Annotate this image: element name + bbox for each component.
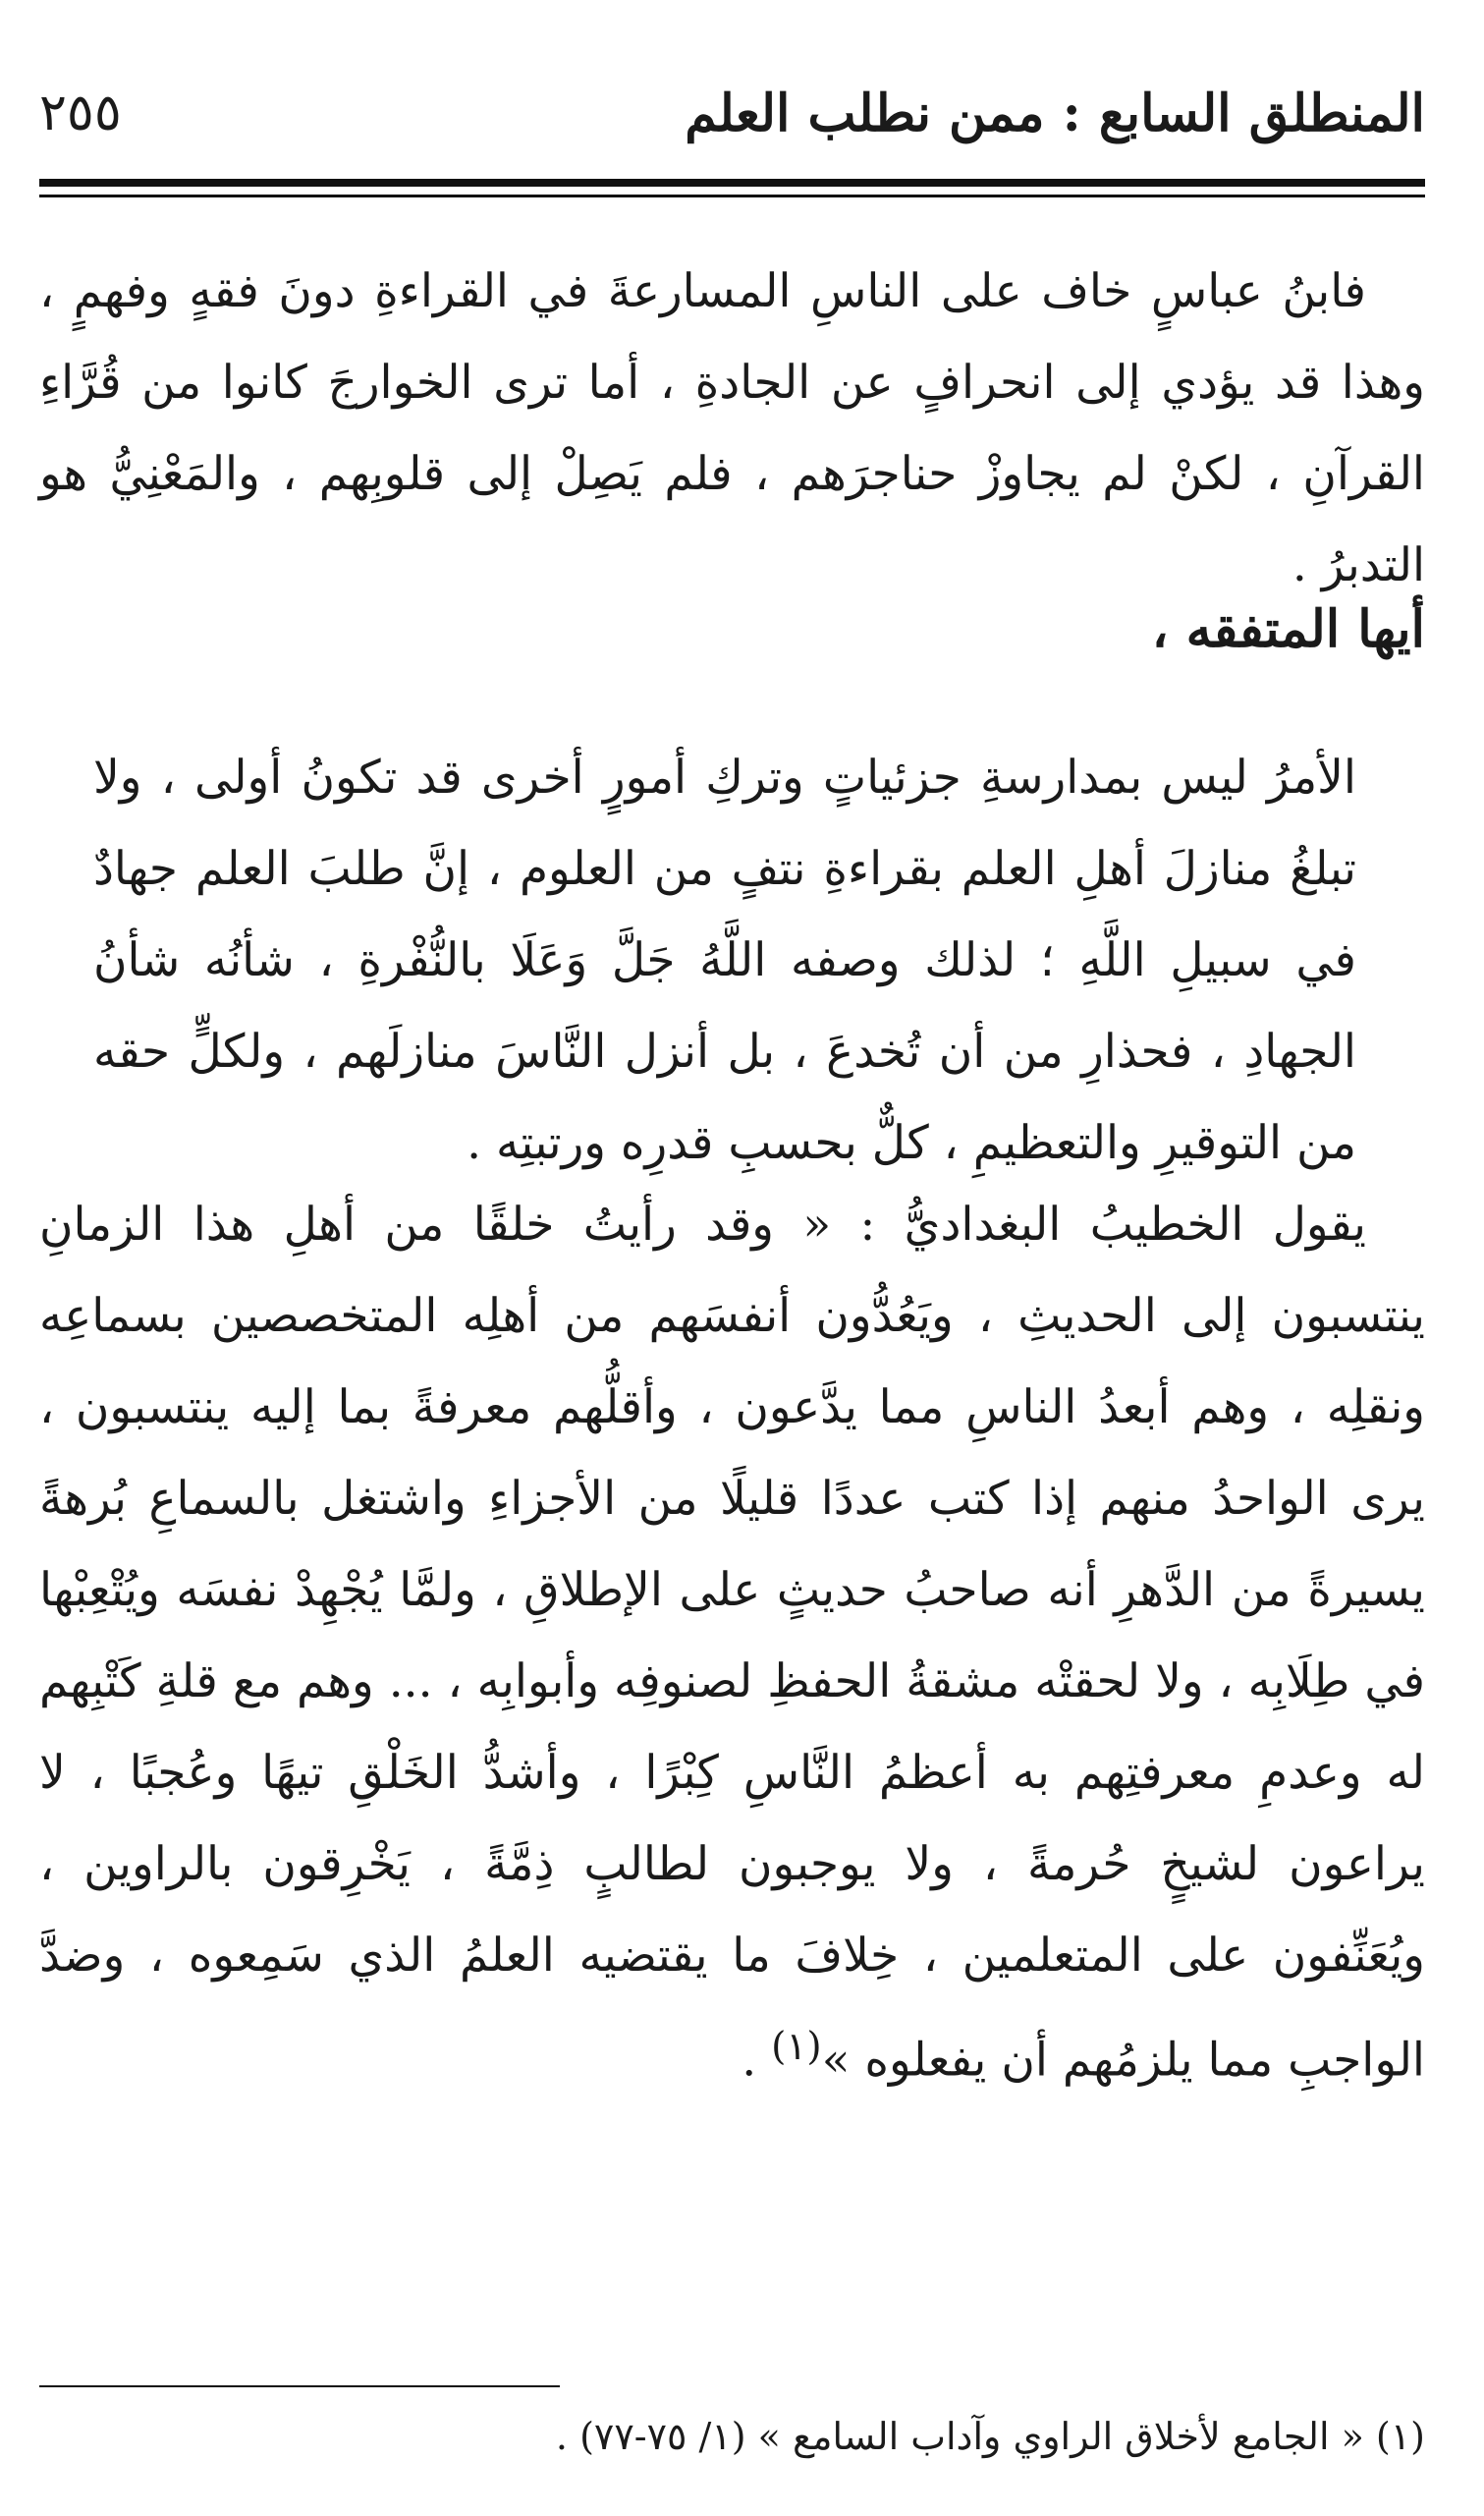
- header-rule-thin: [39, 195, 1425, 197]
- paragraph-2: [93, 732, 1356, 1189]
- header-rule-thick: [39, 179, 1425, 187]
- paragraph-3-text: يقول الخطيبُ البغداديُّ : « وقد رأيتُ خلقًا من أهلِ هذا الزمانِ ينتسبون إلى الحديثِ ، ويَعُدُّون أنفسَهم من أهلِه المتخصصين بسماعِه ونقلِه ، وهم أبعدُ الناسِ مما يدَّعون ، وأقلُّهم معرفةً بما إليه ينتسبون ، يرى الواحدُ منهم إذا كتب عددًا قليلًا من الأجزاءِ واشتغل بالسماعِ بُرهةً يسيرةً من الدَّهرِ أنه صاحبُ حديثٍ على الإطلاقِ ، ولمَّا يُجْهِدْ نفسَه ويُتْعِبْها في طِلَابِه ، ولا لحقتْه مشقةُ الحفظِ لصنوفِه وأبوابِه ، ... وهم مع قلةِ كَتْبِهم له وعدمِ معرفتِهم به أعظمُ النَّاسِ كِبْرًا ، وأشدُّ الخَلْقِ تيهًا وعُجبًا ، لا يراعون لشيخٍ حُرمةً ، ولا يوجبون لطالبٍ ذِمَّةً ، يَخْرِقون بالراوين ، ويُعَنِّفون على المتعلمين ، خِلافَ ما يقتضيه العلمُ الذي سَمِعوه ، وضدَّ الواجبِ مما يلزمُهم أن يفعلوه »: [39, 1198, 1425, 2088]
- paragraph-2-text: الأمرُ ليس بمدارسةِ جزئياتٍ وتركِ أمورٍ أخرى قد تكونُ أولى ، ولا تبلغُ منازلَ أهلِ العلم بقراءةِ نتفٍ من العلوم ، إنَّ طلبَ العلم جهادٌ في سبيلِ اللَّهِ ؛ لذلك وصفه اللَّهُ جَلَّ وَعَلَا بالنُّفْرةِ ، شأنُه شأنُ الجهادِ ، فحذارِ من أن تُخدعَ ، بل أنزل النَّاسَ منازلَهم ، ولكلٍّ حقه من التوقيرِ والتعظيمِ ، كلٌّ بحسبِ قدرِه ورتبتِه .: [93, 751, 1356, 1170]
- footnote-reference: (١): [771, 2025, 822, 2069]
- page-number: ٢٥٥: [39, 84, 122, 142]
- paragraph-1: [39, 246, 1425, 611]
- paragraph-3: يقول الخطيبُ البغداديُّ : « وقد رأيتُ خلقًا من أهلِ هذا الزمانِ ينتسبون إلى الحديثِ ، ويَعُدُّون أنفسَهم من أهلِه المتخصصين بسماعِه ونقلِه ، وهم أبعدُ الناسِ مما يدَّعون ، وأقلُّهم معرفةً بما إليه ينتسبون ، يرى الواحدُ منهم إذا كتب عددًا قليلًا من الأجزاءِ واشتغل بالسماعِ بُرهةً يسيرةً من الدَّهرِ أنه صاحبُ حديثٍ على الإطلاقِ ، ولمَّا يُجْهِدْ نفسَه ويُتْعِبْها في طِلَابِه ، ولا لحقتْه مشقةُ الحفظِ لصنوفِه وأبوابِه ، ... وهم مع قلةِ كَتْبِهم له وعدمِ معرفتِهم به أعظمُ النَّاسِ كِبْرًا ، وأشدُّ الخَلْقِ تيهًا وعُجبًا ، لا يراعون لشيخٍ حُرمةً ، ولا يوجبون لطالبٍ ذِمَّةً ، يَخْرِقون بالراوين ، ويُعَنِّفون على المتعلمين ، خِلافَ ما يقتضيه العلمُ الذي سَمِعوه ، وضدَّ الواجبِ مما يلزمُهم أن يفعلوه »$^{(١)}$ .: [39, 1198, 1425, 2088]
- running-title: المنطلق السابع : ممن نطلب العلم: [685, 84, 1425, 143]
- footnote-separator: [39, 2385, 560, 2387]
- footnote: (١) « الجامع لأخلاق الراوي وآداب السامع » (١/ ٧٥-٧٧) .: [555, 2415, 1425, 2458]
- paragraph-1-text: فابنُ عباسٍ خاف على الناسِ المسارعةَ في القراءةِ دونَ فقهٍ وفهمٍ ، وهذا قد يؤدي إلى انحرافٍ عن الجادةِ ، أما ترى الخوارجَ كانوا من قُرَّاءِ القرآنِ ، لكنْ لم يجاوزْ حناجرَهم ، فلم يَصِلْ إلى قلوبِهم ، والمَعْنِيُّ هو التدبرُ .: [39, 264, 1425, 592]
- section-heading: أيها المتفقه ،: [1151, 599, 1425, 659]
- page-header: [39, 84, 1425, 172]
